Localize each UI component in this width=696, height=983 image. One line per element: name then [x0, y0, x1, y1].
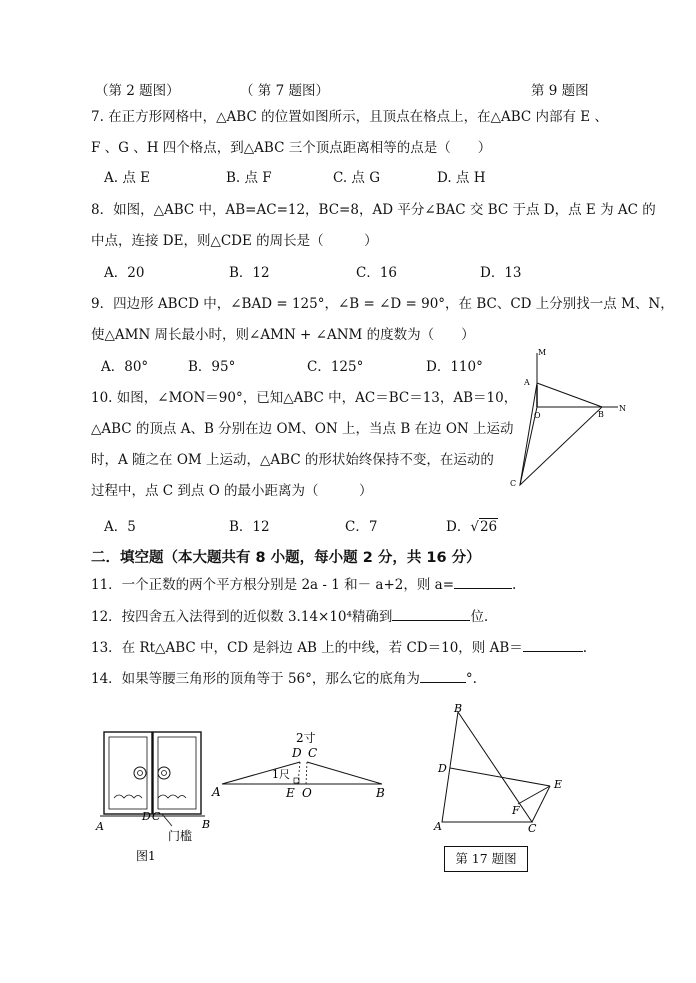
fig10-label-c: C — [510, 479, 517, 488]
q10-line1: 10. 如图，∠MON＝90°，已知△ABC 中，AC＝BC＝13，AB＝10， — [91, 390, 518, 406]
beam-right-cb — [307, 762, 382, 784]
beam-label-two-cun: 2寸 — [296, 731, 316, 745]
q11 — [91, 573, 516, 593]
fig17-caption-box — [444, 846, 528, 872]
q13-end: . — [582, 640, 588, 656]
fig10-label-o: O — [534, 411, 541, 420]
door-frame-left — [104, 732, 152, 814]
q12-end: 位. — [470, 609, 489, 625]
q12 — [91, 605, 488, 625]
beam-dashed-co — [306, 762, 307, 784]
fig17-label-d: D — [438, 762, 447, 775]
q8-option-d: D．13 — [480, 265, 522, 281]
q14 — [91, 667, 477, 687]
caption-fig2: （第 2 题图） — [95, 83, 180, 99]
fig10-diagram — [510, 345, 630, 495]
door-cloud-pattern — [114, 795, 186, 798]
fig17-diagram — [430, 700, 570, 840]
q7-line2: F 、G 、H 四个格点，到△ABC 三个顶点距离相等的点是（ ） — [91, 140, 492, 156]
q7-option-b: B. 点 F — [226, 170, 272, 186]
beam-label-d: D — [292, 746, 302, 760]
fig17-caption: 第 17 题图 — [455, 851, 517, 866]
q10-line4: 过程中，点 C 到点 O 的最小距离为（ ） — [91, 483, 373, 499]
q9-line1: 9．四边形 ABCD 中，∠BAD = 125°，∠B = ∠D = 90°，在 BC、CD 上分别找一点 M、N， — [91, 296, 674, 312]
fig17-label-e: E — [554, 778, 563, 791]
q8-line1: 8．如图，△ABC 中，AB=AC=12，BC=8，AD 平分∠BAC 交 BC 于点 D，点 E 为 AC 的 — [91, 202, 656, 218]
fig-beam — [210, 728, 390, 808]
q7-line1: 7. 在正方形网格中，△ABC 的位置如图所示，且顶点在格点上，在△ABC 内部有 E 、 — [91, 109, 608, 125]
beam-label-one-chi: 1尺 — [272, 768, 290, 781]
q8-option-a: A．20 — [104, 265, 145, 281]
door-inner-left — [109, 737, 147, 809]
q14-end: °. — [465, 671, 477, 687]
q11-text: 11．一个正数的两个平方根分别是 2a - 1 和－ a+2，则 a= — [91, 577, 455, 593]
fig10-label-m: M — [538, 348, 547, 357]
door-knocker-left — [134, 767, 146, 779]
fig10-label-b: B — [598, 410, 604, 419]
q8-option-b: B．12 — [229, 265, 270, 281]
door-inner-right — [158, 737, 196, 809]
q12-text: 12．按四舍五入法得到的近似数 3.14×10⁴精确到 — [91, 609, 393, 625]
door-caption: 图1 — [136, 849, 156, 863]
door-frame-right — [153, 732, 201, 814]
fig17-label-c: C — [528, 822, 537, 835]
q11-blank[interactable] — [454, 575, 512, 589]
q13 — [91, 636, 587, 656]
beam-label-o: O — [302, 786, 312, 800]
door-label-threshold: 门槛 — [168, 829, 193, 843]
q10-line2: △ABC 的顶点 A、B 分别在边 OM、ON 上，当点 B 在边 ON 上运动 — [91, 421, 514, 437]
fig10-label-n: N — [619, 404, 626, 413]
fig17-label-f: F — [512, 804, 520, 817]
section-fill-in-title: 二．填空题（本大题共有 8 小题，每小题 2 分，共 16 分） — [91, 550, 481, 566]
door-knocker-left-inner — [138, 771, 143, 776]
q9-option-b: B．95° — [188, 359, 236, 375]
beam-label-a: A — [212, 785, 221, 799]
q14-text: 14．如果等腰三角形的顶角等于 56°，那么它的底角为 — [91, 671, 420, 687]
fig17-segment-de — [450, 768, 550, 786]
q13-text: 13．在 Rt△ABC 中，CD 是斜边 AB 上的中线，若 CD＝10，则 AB＝ — [91, 640, 523, 656]
fig17-label-b: B — [454, 702, 463, 715]
door-label-a: A — [96, 820, 104, 833]
q7-option-c: C. 点 G — [333, 170, 381, 186]
q9-option-d: D．110° — [426, 359, 483, 375]
beam-label-e: E — [286, 786, 295, 800]
q9-option-c: C．125° — [307, 359, 364, 375]
q8-option-c: C．16 — [356, 265, 398, 281]
fig10-triangle-abc — [520, 383, 602, 485]
q7-option-d: D. 点 H — [437, 170, 486, 186]
q11-end: . — [512, 577, 517, 593]
q8-line2: 中点，连接 DE，则△CDE 的周长是（ ） — [91, 233, 378, 249]
q9-line2: 使△AMN 周长最小时，则∠AMN + ∠ANM 的度数为（ ） — [91, 327, 475, 343]
q10-option-d-label: D． — [446, 519, 471, 535]
q10-option-d — [446, 515, 498, 535]
q10-option-a: A．5 — [104, 519, 136, 535]
q10-line3: 时，A 随之在 OM 上运动，△ABC 的形状始终保持不变，在运动的 — [91, 452, 494, 468]
fig-door — [92, 718, 217, 868]
sqrt-radicand: 26 — [479, 519, 498, 535]
q13-blank[interactable] — [523, 638, 583, 652]
door-knocker-right — [158, 767, 170, 779]
q10-option-c: C．7 — [345, 519, 378, 535]
q7-option-a: A. 点 E — [104, 170, 150, 186]
door-label-c: C — [152, 810, 161, 823]
fig10-label-a: A — [524, 378, 530, 387]
fig17-label-a: A — [434, 820, 442, 833]
q9-option-a: A．80° — [101, 359, 149, 375]
q14-blank[interactable] — [420, 669, 466, 683]
beam-label-c: C — [308, 746, 318, 760]
caption-fig7: （ 第 7 题图） — [240, 83, 329, 99]
caption-fig9: 第 9 题图 — [531, 83, 589, 99]
q10-option-b: B．12 — [229, 519, 270, 535]
door-label-b: B — [202, 818, 211, 831]
q12-blank[interactable] — [392, 607, 470, 621]
sqrt-sign: √ — [470, 519, 479, 535]
door-knocker-right-inner — [162, 771, 167, 776]
door-label-d: D — [142, 810, 151, 823]
beam-label-b: B — [376, 786, 385, 800]
